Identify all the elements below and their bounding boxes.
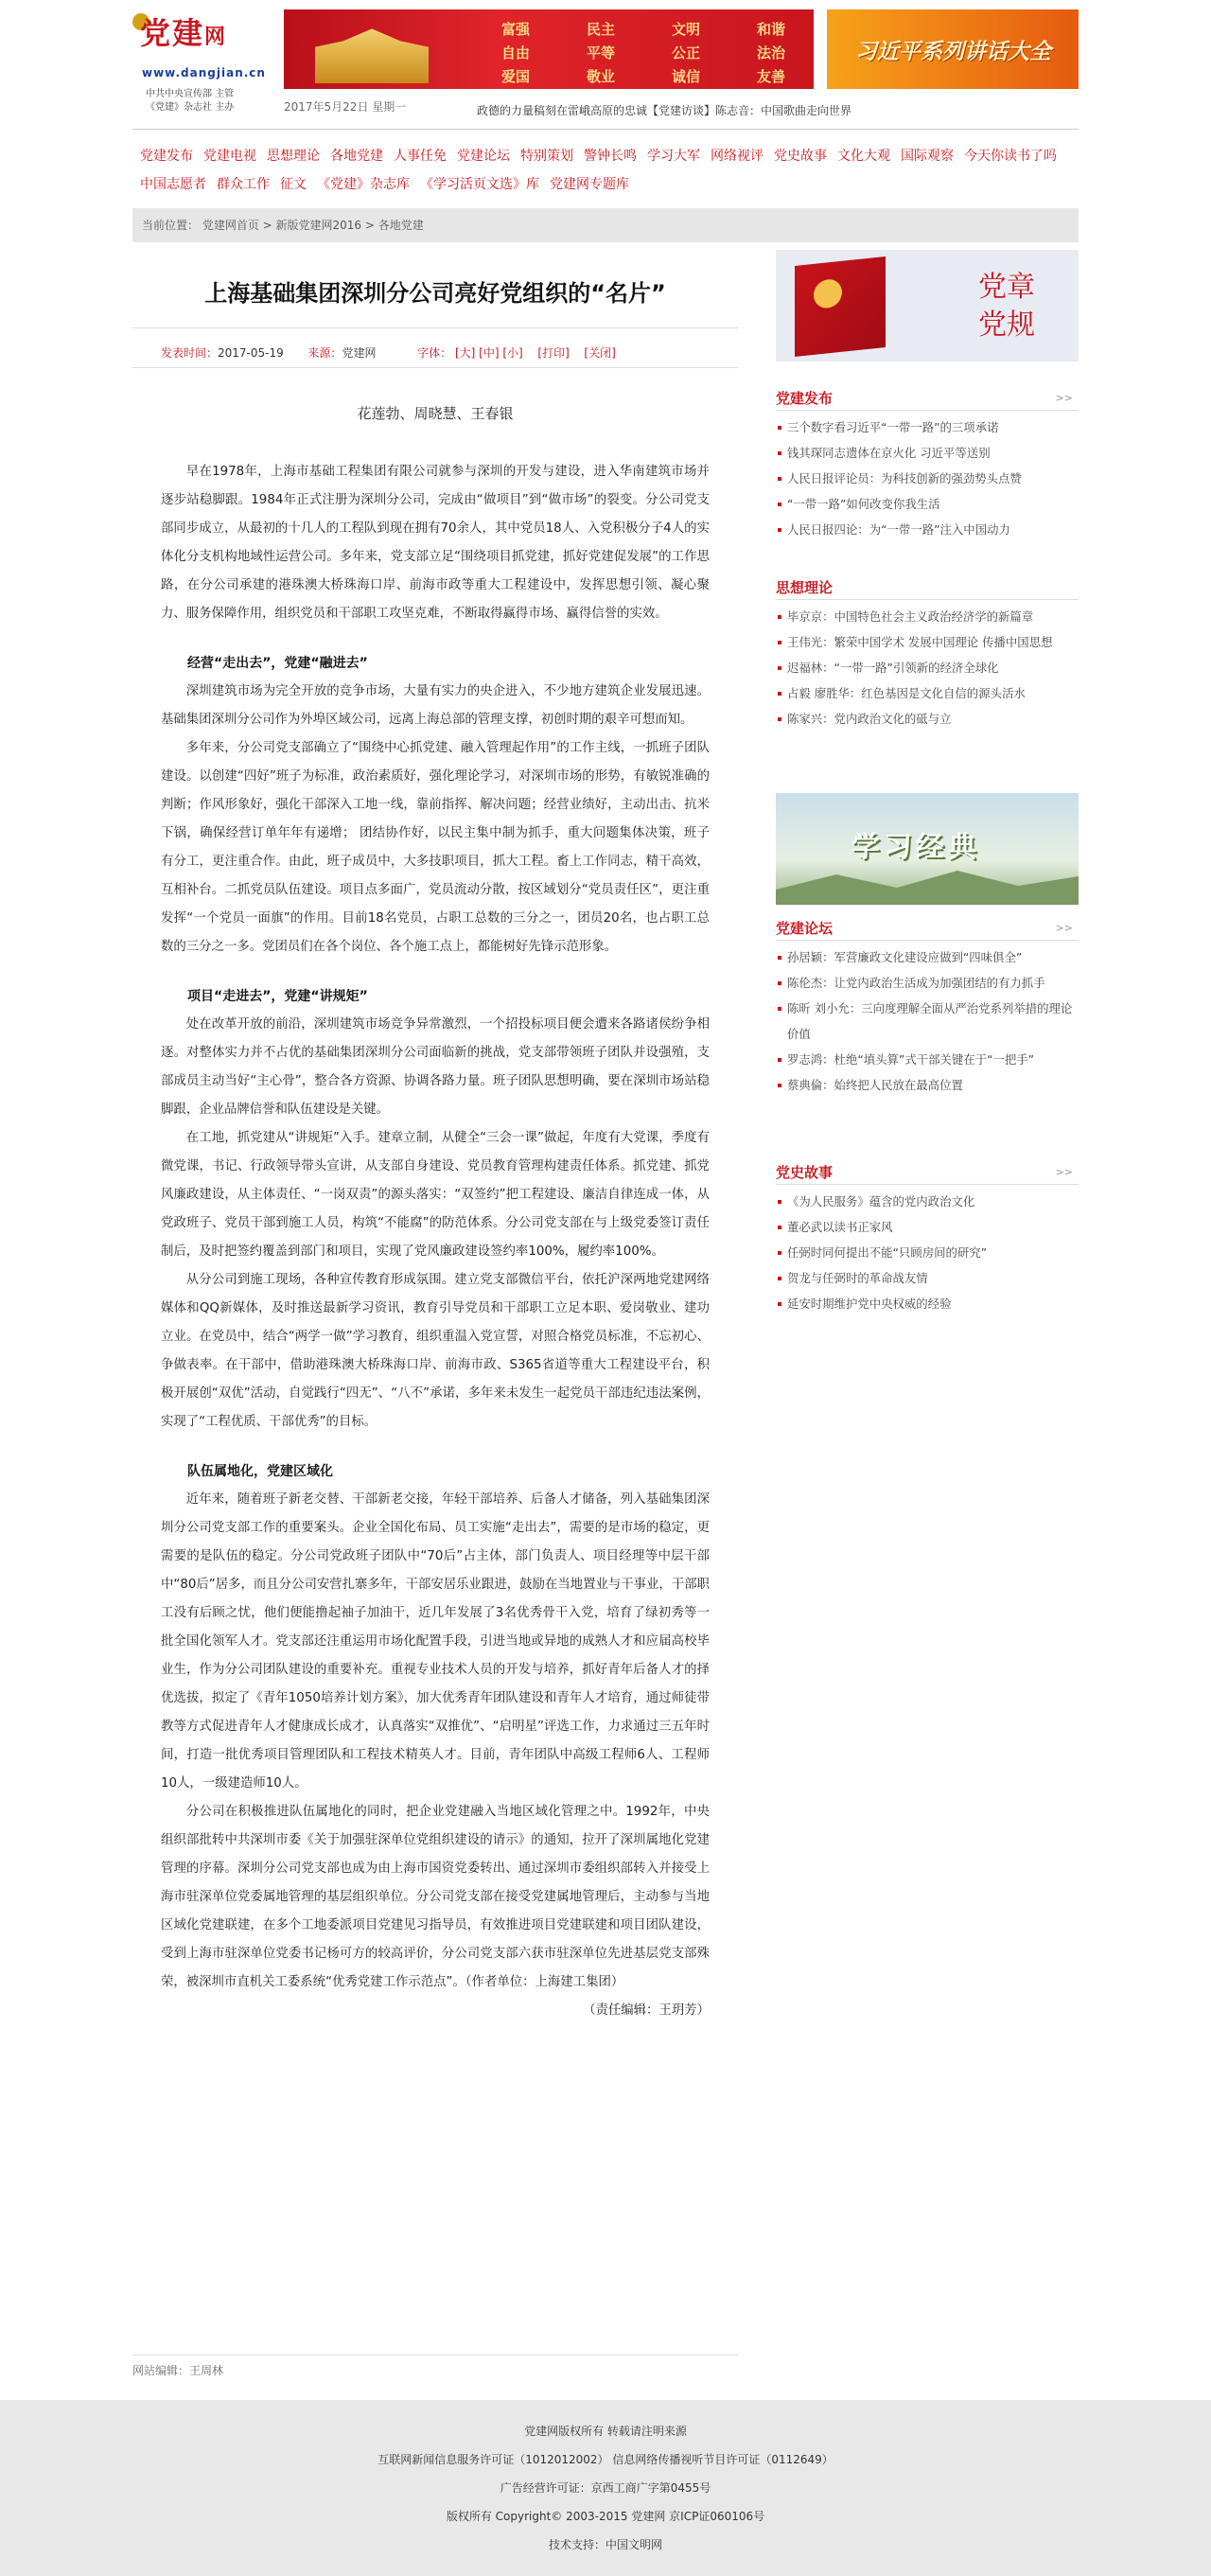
sidebar-list-item[interactable]: 罗志鸿：杜绝“填头算”式干部关键在于“一把手” <box>776 1047 1079 1072</box>
site-logo[interactable] <box>132 8 274 112</box>
nav-item[interactable]: 思想理论 <box>267 149 320 164</box>
speech-series-text: 习近平系列讲话大全 <box>855 39 1051 64</box>
sidebar-list-item[interactable]: “一带一路”如何改变你我生活 <box>776 491 1079 517</box>
logo-sub2: 《党建》杂志社 主办 <box>146 102 235 113</box>
core-value: 和谐 <box>756 21 785 38</box>
logo-url: www.dangjian.cn <box>142 66 266 79</box>
sidebar-list-item[interactable]: 人民日报四论：为“一带一路”注入中国动力 <box>776 517 1079 542</box>
paragraph: 近年来，随着班子新老交替、干部新老交接，年轻干部培养、后备人才储备，列入基础集团深圳分公司党支部工作的重要案头。企业全国化布局、员工实施“走出去”，需要的是市场的稳定，更需要的是队伍的稳定。分公司党政班子团队中“70后”占主体，部门负责人、项目经理等中层干部中“80后”居多，而且分公司安营扎寨多年，干部安居乐业跟进，鼓励在当地置业与干事业，干部职工没有后顾之忧，他们便能撸起袖子加油干，近几年发展了3名优秀骨干入党，培育了绿初秀等一批全国化领军人才。党支部还注重运用市场化配置手段，引进当地或异地的成熟人才和应届高校毕业生，作为分公司团队建设的重要补充。重视专业技术人员的开发与培养，抓好青年后备人才的择优选拔，拟定了《青年1050培养计划方案》，加大优秀青年团队建设和青年人才培育，通过师徒带教等方式促进青年人才健康成长成才，认真落实“双推优”、“启明星”评选工作，力求通过三五年时间，打造一批优秀项目管理团队和工程技术精英人才。目前，青年团队中高级工程师6人、工程师10人，一级建造师10人。 <box>161 1492 710 1791</box>
core-value: 法治 <box>756 44 785 62</box>
core-value: 富强 <box>500 21 530 38</box>
more-link[interactable]: >> <box>1055 922 1073 934</box>
article-title: 上海基础集团深圳分公司亮好党组织的“名片” <box>204 280 666 307</box>
sidebar-list-item[interactable]: 陈家兴：党内政治文化的砥与立 <box>776 706 1079 732</box>
nav-item[interactable]: 党建网专题库 <box>550 177 629 192</box>
publish-time: 2017-05-19 <box>218 346 284 360</box>
core-values-list <box>473 19 814 86</box>
paragraph: 分公司在积极推进队伍属地化的同时，把企业党建融入当地区域化管理之中。1992年，中央组织部批转中共深圳市委《关于加强驻深单位党组织建设的请示》的通知，拉开了深圳属地化党建管理的序幕。深圳分公司党支部也成为由上海市国资党委转出、通过深圳市委组织部转入并接受上海市驻深单位党委属地管理的基层组织单位。分公司党支部在接受党建属地管理后，主动参与当地区域化党建联建，在多个工地委派项目党建见习指导员，有效推进项目党建联建和项目团队建设，受到上海市驻深单位党委书记杨可方的较高评价，分公司党支部六获市驻深单位先进基层党支部殊荣，被深圳市直机关工委系统“优秀党建工作示范点”。（作者单位：上海建工集团） <box>161 1805 710 1989</box>
main-nav <box>140 142 1077 199</box>
news-ticker <box>477 102 851 118</box>
sidebar-list-item[interactable]: 三个数字看习近平“一带一路”的三项承诺 <box>776 415 1079 440</box>
theory-list <box>776 604 1079 732</box>
ticker-link[interactable]: 政德的力量 <box>477 104 535 117</box>
section-title: 党建发布 <box>776 390 834 407</box>
sidebar-list-item[interactable]: 占毅 廖胜华：红色基因是文化自信的源头活水 <box>776 680 1079 706</box>
sidebar-list-item[interactable]: 任弼时同何提出不能“只顾房间的研究” <box>776 1240 1079 1265</box>
nav-item[interactable]: 国际观察 <box>901 149 954 164</box>
nav-item[interactable]: 各地党建 <box>330 149 383 164</box>
forum-list <box>776 944 1079 1098</box>
font-medium-link[interactable]: [中] <box>479 346 500 360</box>
font-small-link[interactable]: [小] <box>502 346 523 360</box>
logo-sub1: 中共中央宣传部 主管 <box>146 89 235 99</box>
section-header-forum <box>776 918 1079 941</box>
core-value: 自由 <box>500 44 530 62</box>
nav-item[interactable]: 文化大观 <box>837 149 890 164</box>
core-value: 文明 <box>671 21 700 38</box>
footer-ad-license: 广告经营许可证：京西工商广字第0455号 <box>500 2481 711 2495</box>
section-title: 党建论坛 <box>776 920 834 937</box>
nav-item[interactable]: 中国志愿者 <box>140 177 206 192</box>
print-link[interactable]: [打印] <box>537 346 570 360</box>
history-list <box>776 1189 1079 1316</box>
time-label: 发表时间： <box>161 346 219 360</box>
nav-item[interactable]: 党史故事 <box>774 149 827 164</box>
speech-series-banner[interactable] <box>827 9 1079 89</box>
sidebar-list-item[interactable]: 《为人民服务》蕴含的党内政治文化 <box>776 1189 1079 1214</box>
site-editor: 网站编辑：王周林 <box>132 2364 224 2377</box>
tiananmen-image <box>301 23 443 83</box>
nav-item[interactable]: 特别策划 <box>520 149 573 164</box>
close-link[interactable]: [关闭] <box>584 346 616 360</box>
sidebar-list-item[interactable]: 陈伦杰：让党内政治生活成为加强团结的有力抓手 <box>776 970 1079 996</box>
core-value: 民主 <box>586 21 615 38</box>
footer-copyright: 党建网版权所有 转载请注明来源 <box>524 2425 687 2438</box>
paragraph: 深圳建筑市场为完全开放的竞争市场，大量有实力的央企进入，不少地方建筑企业发展迅速。基础集团深圳分公司作为外埠区域公司，远离上海总部的管理支撑，初创时期的艰辛可想而知。 <box>161 684 710 727</box>
core-value: 平等 <box>586 44 615 62</box>
nav-item[interactable]: 警钟长鸣 <box>584 149 637 164</box>
study-classics-banner[interactable] <box>776 793 1079 905</box>
nav-item[interactable]: 人事任免 <box>394 149 447 164</box>
footer-icp: 版权所有 Copyright© 2003-2015 党建网 京ICP证060106号 <box>446 2510 765 2523</box>
paragraph: 在工地，抓党建从“讲规矩”入手。建章立制，从健全“三会一课”做起，年度有大党课，季度有微党课，书记、行政领导带头宣讲，从支部自身建设、党员教育管理构建责任体系。抓党建、抓党风廉政建设，从主体责任、“一岗双责”的源头落实：“双签约”把工程建设、廉洁自律连成一体，从党政班子、党员干部到施工人员，构筑“不能腐”的防范体系。分公司党支部在与上级党委签订责任制后，及时把签约覆盖到部门和项目，实现了党风廉政建设签约率100%，履约率100%。 <box>161 1131 710 1259</box>
ticker-link[interactable]: 【党建访谈】陈志音：中国歌曲走向世界 <box>647 104 852 117</box>
sidebar-list-item[interactable]: 贺龙与任弼时的革命战友情 <box>776 1265 1079 1291</box>
nav-item[interactable]: 群众工作 <box>217 177 270 192</box>
sidebar-list-item[interactable]: 钱其琛同志遗体在京火化 习近平等送别 <box>776 440 1079 466</box>
section-title: 党史故事 <box>776 1164 834 1181</box>
source: 党建网 <box>342 346 377 360</box>
sidebar-list-item[interactable]: 毕京京：中国特色社会主义政治经济学的新篇章 <box>776 604 1079 629</box>
section-title: 思想理论 <box>776 579 834 596</box>
core-value: 友善 <box>756 68 785 85</box>
more-link[interactable]: >> <box>1055 392 1073 404</box>
current-date: 2017年5月22日 星期一 <box>284 100 407 114</box>
promo-text: 党章党规 <box>978 271 1035 342</box>
footer-licenses: 互联网新闻信息服务许可证（1012012002） 信息网络传播视听节目许可证（0112649） <box>377 2453 834 2466</box>
section-heading: 经营“走出去”，党建“融进去” <box>187 656 368 671</box>
meta-divider <box>132 367 738 368</box>
section-heading: 项目“走进去”，党建“讲规矩” <box>187 989 368 1004</box>
core-value: 公正 <box>671 44 700 62</box>
logo-suffix: 网 <box>204 25 228 49</box>
ticker-link[interactable]: 稿刻在雷峨高原的忠诚 <box>534 104 648 117</box>
sidebar-list-item[interactable]: 陈昕 刘小允：三向度理解全面从严治党系列举措的理论价值 <box>776 996 1079 1047</box>
paragraph: 早在1978年，上海市基础工程集团有限公司就参与深圳的开发与建设，进入华南建筑市场并逐步站稳脚跟。1984年正式注册为深圳分公司，完成由“做项目”到“做市场”的裂变。分公司党支部同步成立，从最初的十几人的工程队到现在拥有70余人，其中党员18人、入党积极分子4人的实体化分支机构地域性运营公司。多年来，党支部立足“围绕项目抓党建，抓好党建促发展”的工作思路，在分公司承建的港珠澳大桥珠海口岸、前海市政等重大工程建设中，发挥思想引领、凝心聚力、服务保障作用，组织党员和干部职工攻坚克难，不断取得赢得市场、赢得信誉的实效。 <box>161 465 710 621</box>
sidebar-list-item[interactable]: 人民日报评论员：为科技创新的强劲势头点赞 <box>776 466 1079 491</box>
responsible-editor: （责任编辑：王玥芳） <box>583 2003 710 2018</box>
sidebar-list-item[interactable]: 蔡典倫：始终把人民放在最高位置 <box>776 1072 1079 1098</box>
more-link[interactable]: >> <box>1055 1166 1073 1178</box>
core-values-banner[interactable] <box>284 9 814 89</box>
mountain-image <box>776 867 1079 905</box>
font-label: 字体： <box>417 346 452 360</box>
breadcrumb: 当前位置： 党建网首页 > 新版党建网2016 > 各地党建 <box>132 208 1079 242</box>
sidebar-list-item[interactable]: 孙居颖：军营廉政文化建设应做到“四味俱全” <box>776 944 1079 970</box>
source-label: 来源： <box>307 346 342 360</box>
nav-item[interactable]: 征文 <box>280 177 307 192</box>
section-header-theory <box>776 577 1079 600</box>
party-rules-promo[interactable] <box>776 250 1079 362</box>
paragraph: 多年来，分公司党支部确立了“围绕中心抓党建、融入管理起作用”的工作主线，一抓班子团队建设。以创建“四好”班子为标准，政治素质好，强化理论学习，对深圳市场的形势，有敏锐准确的判断；作风形象好，强化干部深入工地一线，靠前指挥、解决问题；经营业绩好，主动出击、抗米下锅，确保经营订单年年有递增； 团结协作好，以民主集中制为抓手，重大问题集体决策，班子有分工，更注重合作。由此，班子成员中，大多技职项目，抓大工程。畜上工作同志，精干高效，互相补台。二抓党员队伍建设。项目点多面广，党员流动分散，按区域划分“党员责任区”，更注重发挥“一个党员一面旗”的作用。目前18名党员，占职工总数的三分之一，团员20名，也占职工总数的三分之一多。党团员们在各个岗位、各个施工点上，都能树好先锋示范形象。 <box>161 741 710 954</box>
article-body <box>161 458 710 2025</box>
nav-item[interactable]: 今天你读书了吗 <box>964 149 1057 164</box>
sidebar-list-item[interactable]: 迟福林：“一带一路”引领新的经济全球化 <box>776 655 1079 680</box>
section-header-history <box>776 1162 1079 1185</box>
section-heading: 队伍属地化，党建区域化 <box>187 1464 333 1479</box>
sidebar-list-item[interactable]: 王伟光：繁荣中国学术 发展中国理论 传播中国思想 <box>776 629 1079 655</box>
paragraph: 处在改革开放的前沿，深圳建筑市场竞争异常激烈，一个招投标项目便会遭来各路诸侯纷争相逐。对整体实力并不占优的基础集团深圳分公司面临新的挑战，党支部带领班子团队并设强殖，支部成员主动当好“主心骨”，整合各方资源、协调各路力量。班子团队思想明确，要在深圳市场站稳脚跟，企业品牌信誉和队伍建设是关键。 <box>161 1017 710 1117</box>
font-large-link[interactable]: [大] <box>454 346 476 360</box>
core-value: 敬业 <box>586 68 615 85</box>
logo-text: 党建 <box>140 15 205 51</box>
nav-item[interactable]: 学习大军 <box>647 149 700 164</box>
nav-item[interactable]: 《党建》杂志库 <box>317 177 410 192</box>
article-authors: 花莲勃、周晓慧、王春银 <box>357 405 514 422</box>
nav-item[interactable]: 党建论坛 <box>457 149 510 164</box>
core-value: 诚信 <box>671 68 700 85</box>
header-divider <box>132 129 1079 130</box>
sidebar-list-item[interactable]: 董必武以读书正家风 <box>776 1214 1079 1240</box>
article-meta <box>161 344 616 361</box>
study-classics-text: 学习经典 <box>851 831 980 864</box>
nav-item[interactable]: 网络视评 <box>711 149 763 164</box>
party-constitution-book-image <box>795 256 886 357</box>
section-header-release <box>776 388 1079 411</box>
sidebar-list-item[interactable]: 延安时期维护党中央权威的经验 <box>776 1291 1079 1316</box>
release-list <box>776 415 1079 542</box>
paragraph: 从分公司到施工现场，各种宣传教育形成氛围。建立党支部微信平台，依托沪深两地党建网络媒体和QQ新媒体，及时推送最新学习资讯，教育引导党员和干部职工立足本职、爱岗敬业、建功立业。在党员中，结合“两学一做”学习教育，组织重温入党宣誓，对照合格党员标准，不忘初心、争做表率。在干部中，借助港珠澳大桥珠海口岸、前海市政、S365省道等重大工程建设平台，积极开展创“双优”活动，自觉践行“四无”、“八不”承诺，多年来未发生一起党员干部违纪违法案例，实现了“工程优质、干部优秀”的目标。 <box>161 1273 710 1429</box>
footer <box>0 2400 1211 2576</box>
nav-item[interactable]: 《学习活页文选》库 <box>420 177 539 192</box>
nav-item[interactable]: 党建发布 <box>140 149 193 164</box>
core-value: 爱国 <box>500 68 530 85</box>
nav-item[interactable]: 党建电视 <box>203 149 256 164</box>
title-divider <box>132 327 738 328</box>
footer-tech-support: 技术支持：中国文明网 <box>548 2538 662 2551</box>
